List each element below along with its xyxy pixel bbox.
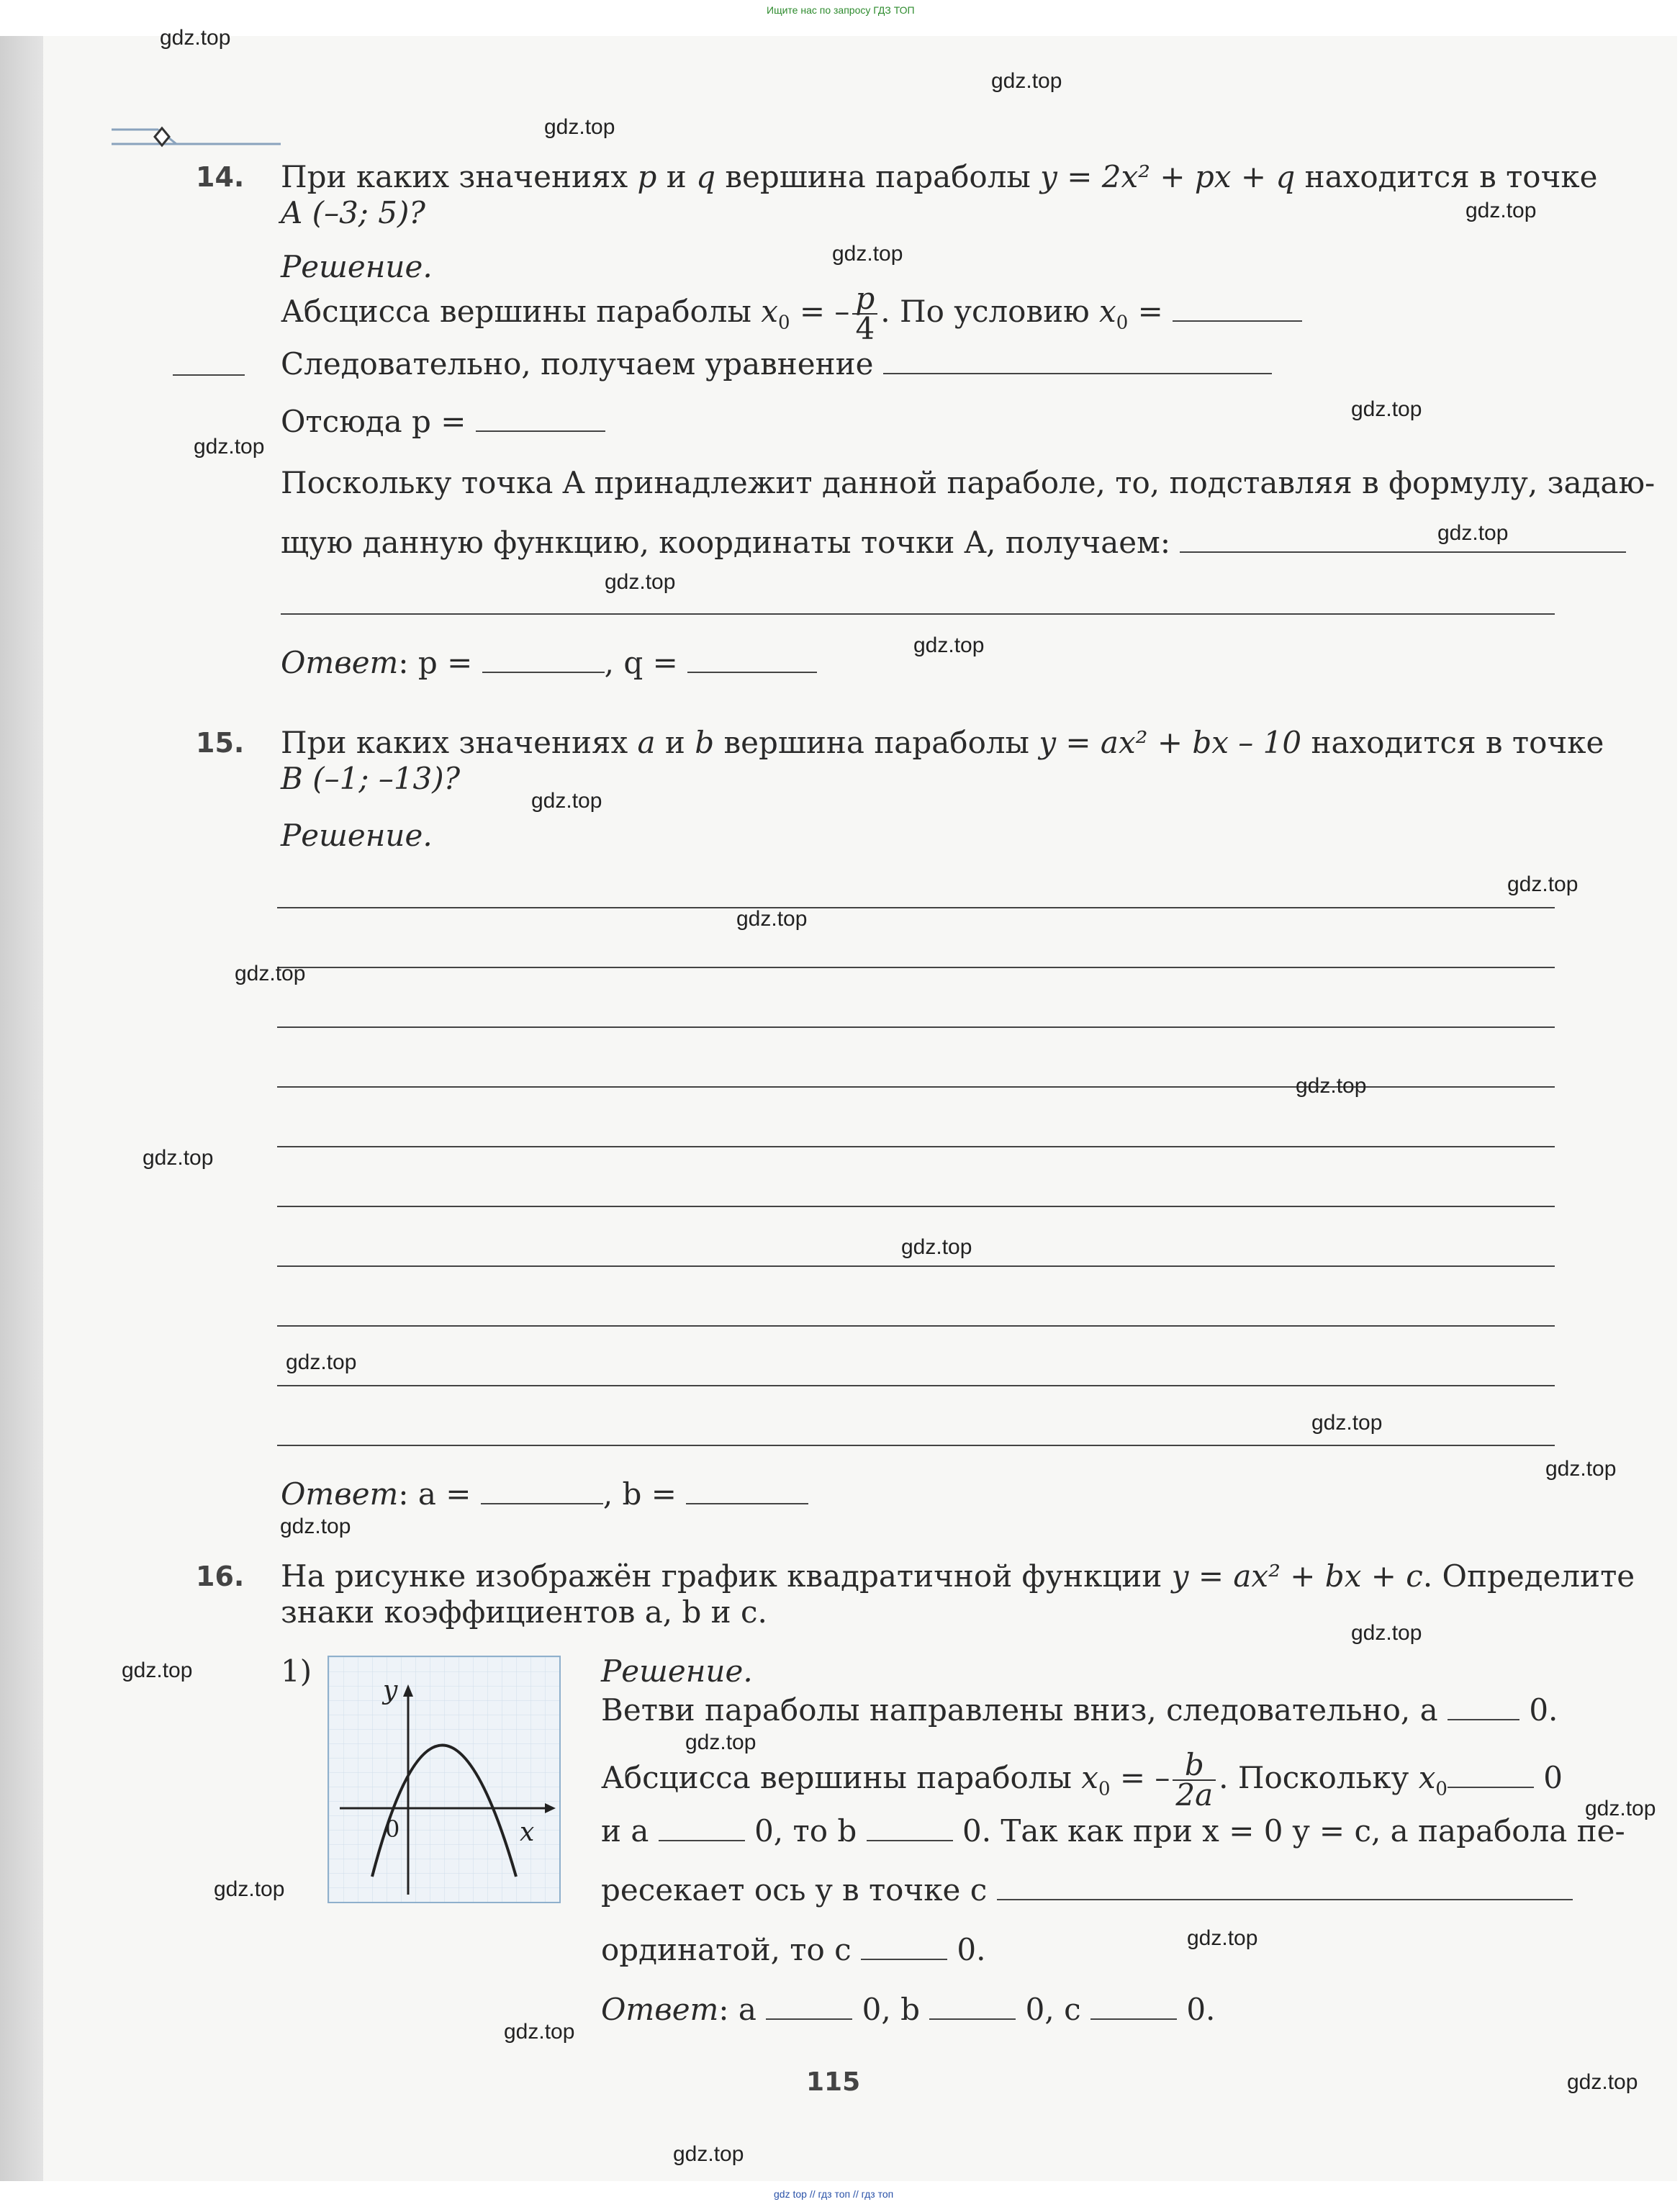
watermark: gdz.top bbox=[736, 907, 808, 931]
problem-15-answer: Ответ: a = , b = bbox=[281, 1476, 808, 1513]
problem-16-question-line2: знаки коэффициентов a, b и c. bbox=[281, 1594, 767, 1630]
problem-15-write-line bbox=[277, 967, 1555, 968]
problem-16-line2: Абсцисса вершины параболы $x_0$ = – $\frac{b}{2a}$ . Поскольку $x_0$ 0 bbox=[601, 1747, 1563, 1813]
problem-15-write-line bbox=[277, 1206, 1555, 1207]
diamond-arrow-icon bbox=[108, 115, 288, 158]
problem-15-write-line bbox=[277, 1146, 1555, 1147]
watermark: gdz.top bbox=[160, 26, 231, 50]
problem-15-write-line bbox=[277, 1325, 1555, 1327]
problem-14-question-line2: A (–3; 5)? bbox=[281, 195, 425, 230]
page-number: 115 bbox=[806, 2067, 861, 2097]
graph-origin-label: 0 bbox=[385, 1815, 400, 1843]
problem-14-write-line bbox=[281, 613, 1555, 615]
watermark: gdz.top bbox=[286, 1350, 357, 1374]
problem-15-question-line2: B (–1; –13)? bbox=[281, 761, 461, 796]
problem-16-line3: и a 0, то b 0. Так как при x = 0 y = c, а парабола пе- bbox=[601, 1813, 1625, 1849]
problem-14-number: 14. bbox=[196, 161, 245, 193]
watermark: gdz.top bbox=[1296, 1074, 1367, 1098]
problem-15-write-line bbox=[277, 907, 1555, 908]
watermark: gdz.top bbox=[1351, 397, 1422, 421]
watermark: gdz.top bbox=[1545, 1457, 1617, 1481]
problem-16-solution-label: Решение. bbox=[601, 1653, 753, 1689]
problem-14-question-line1: При каких значениях p и q вершина параболы y = 2x² + px + q находится в точке bbox=[281, 159, 1598, 194]
problem-14-line1: Абсцисса вершины параболы $x_0$ = – $\frac{p}{4}$ . По условию $x_0$ = bbox=[281, 284, 1302, 343]
problem-16-number: 16. bbox=[196, 1561, 245, 1592]
problem-14-line2: Следовательно, получаем уравнение bbox=[281, 346, 1272, 383]
watermark: gdz.top bbox=[913, 633, 985, 657]
watermark: gdz.top bbox=[531, 789, 602, 813]
watermark: gdz.top bbox=[1585, 1797, 1656, 1820]
watermark: gdz.top bbox=[280, 1515, 351, 1538]
watermark: gdz.top bbox=[504, 2020, 575, 2044]
watermark: gdz.top bbox=[673, 2142, 744, 2166]
problem-16-question-line1: На рисунке изображён график квадратичной функции y = ax² + bx + c. Определите bbox=[281, 1558, 1635, 1594]
problem-14-line4: Поскольку точка A принадлежит данной параболе, то, подставляя в формулу, задаю- bbox=[281, 465, 1656, 500]
watermark: gdz.top bbox=[122, 1658, 193, 1682]
top-search-note: Ищите нас по запросу ГДЗ ТОП bbox=[767, 4, 915, 16]
problem-15-write-line bbox=[277, 1445, 1555, 1446]
parabola-graph bbox=[328, 1656, 561, 1903]
bottom-note: gdz top // гдз топ // гдз топ bbox=[774, 2188, 894, 2200]
watermark: gdz.top bbox=[685, 1730, 757, 1754]
watermark: gdz.top bbox=[1187, 1926, 1258, 1950]
watermark: gdz.top bbox=[1567, 2070, 1638, 2094]
problem-16-item-label: 1) bbox=[281, 1653, 312, 1689]
watermark: gdz.top bbox=[832, 242, 903, 266]
problem-16-line1: Ветви параболы направлены вниз, следовательно, a 0. bbox=[601, 1692, 1558, 1728]
problem-15-number: 15. bbox=[196, 727, 245, 759]
problem-14-margin-rule bbox=[173, 374, 245, 376]
watermark: gdz.top bbox=[544, 115, 615, 139]
watermark: gdz.top bbox=[1311, 1411, 1383, 1435]
problem-16-line4: ресекает ось y в точке с bbox=[601, 1872, 1573, 1909]
watermark: gdz.top bbox=[214, 1877, 285, 1901]
problem-14-line5: щую данную функцию, координаты точки A, получаем: bbox=[281, 524, 1626, 561]
problem-14-solution-label: Решение. bbox=[281, 249, 433, 284]
graph-y-label: y bbox=[383, 1676, 398, 1705]
watermark: gdz.top bbox=[143, 1146, 214, 1170]
watermark: gdz.top bbox=[1437, 521, 1509, 545]
watermark: gdz.top bbox=[194, 435, 265, 459]
problem-15-question-line1: При каких значениях a и b вершина параболы y = ax² + bx – 10 находится в точке bbox=[281, 725, 1604, 760]
problem-16-answer: Ответ: a 0, b 0, c 0. bbox=[601, 1992, 1216, 2027]
problem-15-solution-label: Решение. bbox=[281, 818, 433, 853]
problem-15-write-line bbox=[277, 1026, 1555, 1028]
problem-15-write-line bbox=[277, 1265, 1555, 1267]
problem-14-line3: Отсюда p = bbox=[281, 403, 605, 441]
watermark: gdz.top bbox=[1466, 199, 1537, 222]
watermark: gdz.top bbox=[1507, 872, 1579, 896]
problem-14-answer: Ответ: p = , q = bbox=[281, 644, 817, 682]
watermark: gdz.top bbox=[235, 962, 306, 985]
watermark: gdz.top bbox=[901, 1235, 972, 1259]
graph-x-label: x bbox=[520, 1818, 535, 1847]
watermark: gdz.top bbox=[991, 69, 1062, 93]
problem-15-write-line bbox=[277, 1385, 1555, 1386]
watermark: gdz.top bbox=[605, 570, 676, 594]
problem-16-line5: ординатой, то c 0. bbox=[601, 1932, 986, 1967]
watermark: gdz.top bbox=[1351, 1621, 1422, 1645]
